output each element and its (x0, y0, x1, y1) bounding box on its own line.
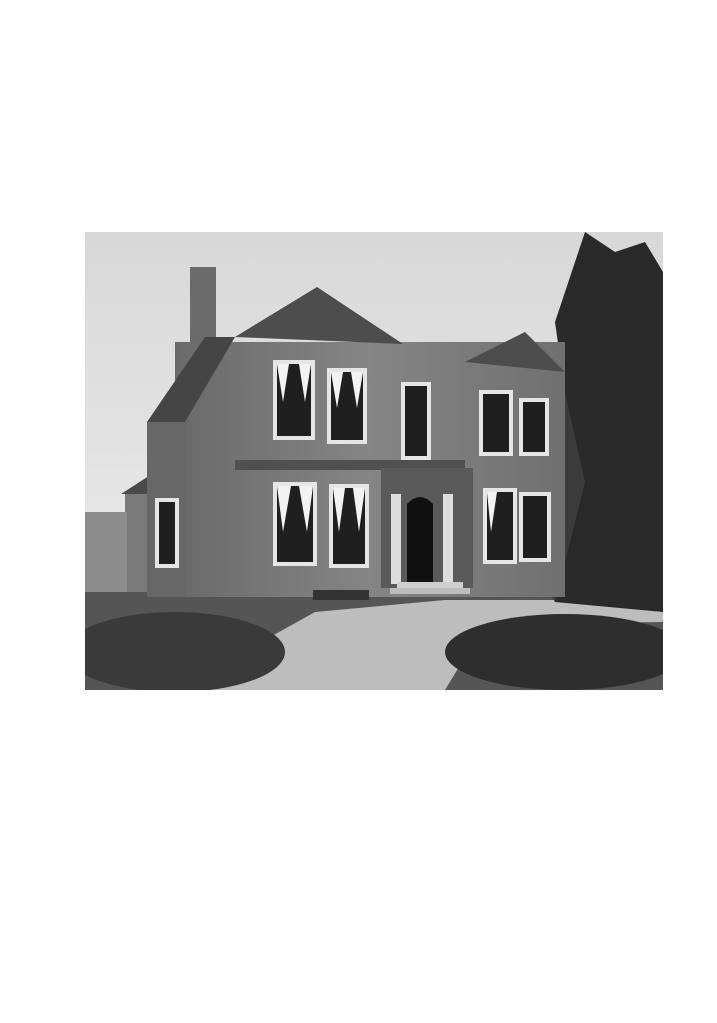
decorative-border-bottom (0, 1008, 717, 1023)
decorative-border-top (0, 0, 717, 28)
decorative-border-right (702, 0, 717, 700)
phone-line (0, 920, 717, 939)
hotel-photograph (85, 232, 663, 690)
decorative-border-left (0, 0, 20, 1023)
